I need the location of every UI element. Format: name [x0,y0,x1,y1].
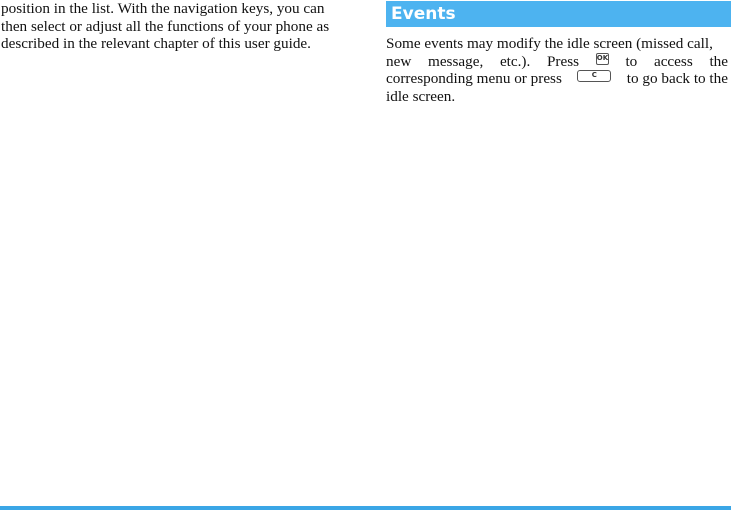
word-new: new [386,52,412,70]
word-message: message, [428,52,484,70]
events-heading: Events [391,4,456,24]
events-line-3-start: corresponding menu or press [386,70,562,87]
word-access: access [653,52,693,70]
events-line-3-end: to go back to the [626,70,728,87]
word-press: Press [546,52,580,70]
ok-key-icon: OK [596,53,609,65]
events-line-2 [386,53,728,71]
left-column-text [1,0,345,53]
word-the: the [709,52,728,70]
events-paragraph [386,35,728,105]
events-line-4: idle screen. [386,87,456,105]
word-etc: etc.). [499,52,531,70]
events-line-3 [386,70,728,88]
left-text-line-3: described in the relevant chapter of this user guide. [1,35,311,52]
events-heading-bar [386,1,731,27]
c-key-icon: C [577,70,611,82]
footer-rule [0,506,731,510]
events-line-1: Some events may modify the idle screen (missed call, [386,35,713,52]
left-text-line-1: position in the list. With the navigation keys, you can [1,0,325,17]
word-to: to [625,52,638,70]
left-text-line-2: then select or adjust all the functions of your phone as [1,17,330,35]
